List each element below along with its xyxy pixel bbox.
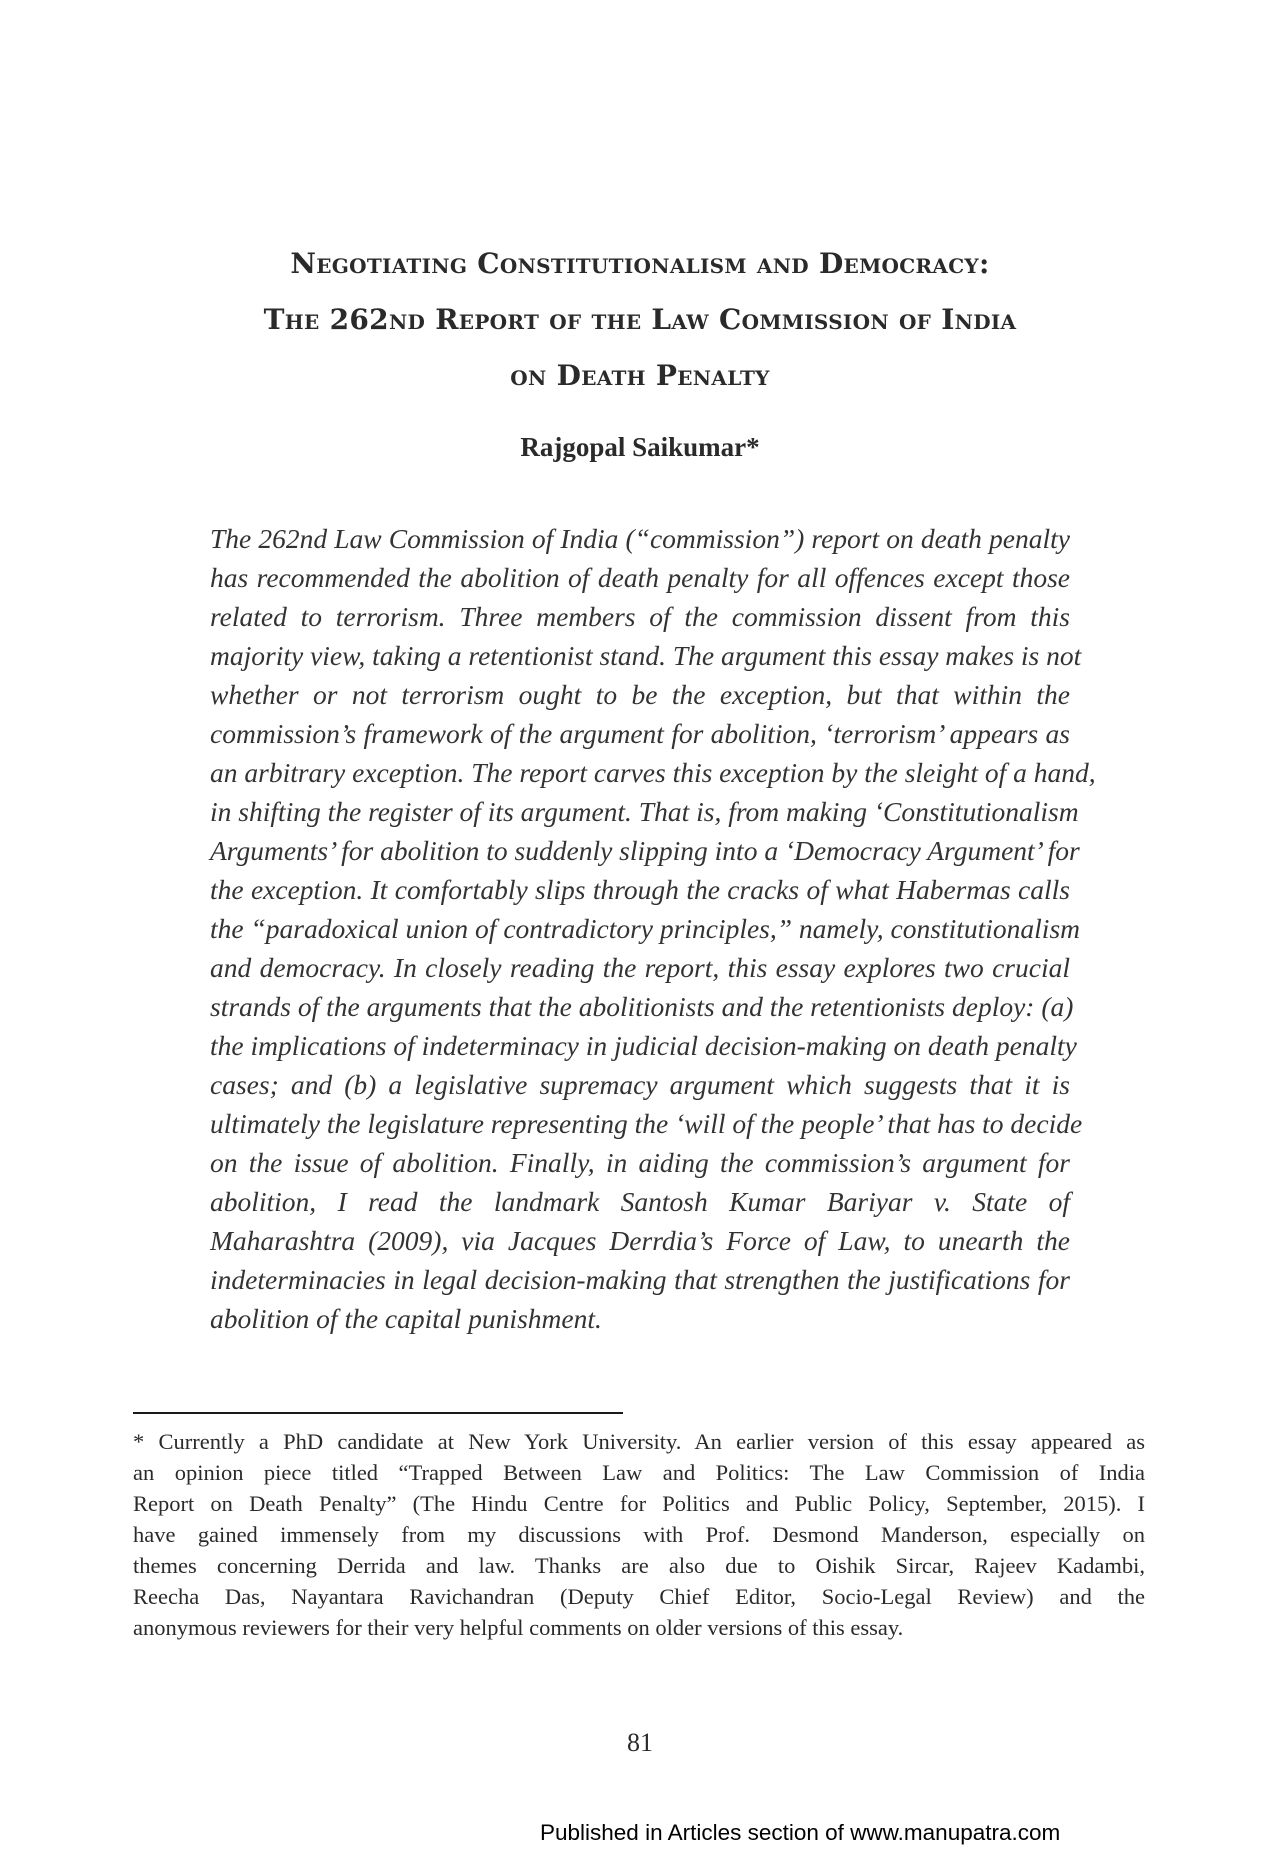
footnote-divider xyxy=(133,1412,623,1414)
abstract-line: the “paradoxical union of contradictory principles,” namely, constitutionalism xyxy=(210,913,1081,944)
footnote-line: themes concerning Derrida and law. Thanks are also due to Oishik Sircar, Rajeev Kadambi, xyxy=(133,1553,1145,1578)
abstract xyxy=(210,519,1096,1338)
title-line: Negotiating Constitutionalism and Democracy: xyxy=(290,247,990,280)
abstract-line: abolition, I read the landmark Santosh Kumar Bariyar v. State of xyxy=(210,1186,1070,1217)
abstract-line: Arguments’ for abolition to suddenly slipping into a ‘Democracy Argument’ for xyxy=(210,835,1080,866)
title-line: The 262nd Report of the Law Commission of India xyxy=(263,303,1017,336)
footnote-line: anonymous reviewers for their very helpful comments on older versions of this essay. xyxy=(133,1615,904,1640)
article-title xyxy=(120,236,1160,404)
abstract-line: abolition of the capital punishment. xyxy=(210,1303,602,1334)
footnote-line: have gained immensely from my discussions with Prof. Desmond Manderson, especially on xyxy=(133,1522,1145,1547)
footnote-line: an opinion piece titled “Trapped Between Law and Politics: The Law Commission of India xyxy=(133,1460,1145,1485)
footnote-line: * Currently a PhD candidate at New York University. An earlier version of this essay appeared as xyxy=(133,1429,1145,1454)
abstract-line: has recommended the abolition of death penalty for all offences except those xyxy=(210,562,1070,593)
publisher-watermark: Published in Articles section of www.manupatra.com xyxy=(540,1820,1061,1845)
title-line: on Death Penalty xyxy=(510,359,770,392)
abstract-line: an arbitrary exception. The report carves this exception by the sleight of a hand, xyxy=(210,757,1096,788)
abstract-line: cases; and (b) a legislative supremacy argument which suggests that it is xyxy=(210,1069,1070,1100)
abstract-line: and democracy. In closely reading the report, this essay explores two crucial xyxy=(210,952,1070,983)
footnote-line: Reecha Das, Nayantara Ravichandran (Deputy Chief Editor, Socio-Legal Review) and the xyxy=(133,1584,1145,1609)
author-name: Rajgopal Saikumar* xyxy=(520,432,760,462)
abstract-line: ultimately the legislature representing the ‘will of the people’ that has to decide xyxy=(210,1108,1083,1139)
abstract-line: indeterminacies in legal decision-making that strengthen the justifications for xyxy=(210,1264,1070,1295)
abstract-line: Maharashtra (2009), via Jacques Derrdia’s Force of Law, to unearth the xyxy=(210,1225,1070,1256)
abstract-line: the implications of indeterminacy in judicial decision-making on death penalty xyxy=(210,1030,1077,1061)
footnote xyxy=(133,1426,1145,1643)
footnote-line: Report on Death Penalty” (The Hindu Centre for Politics and Public Policy, September, 2015). I xyxy=(133,1491,1145,1516)
abstract-line: The 262nd Law Commission of India (“commission”) report on death penalty xyxy=(210,523,1070,554)
abstract-line: related to terrorism. Three members of the commission dissent from this xyxy=(210,601,1070,632)
page-number: 81 xyxy=(627,1728,653,1757)
abstract-line: in shifting the register of its argument. That is, from making ‘Constitutionalism xyxy=(210,796,1079,827)
abstract-line: strands of the arguments that the abolitionists and the retentionists deploy: (a) xyxy=(210,991,1074,1022)
abstract-line: whether or not terrorism ought to be the exception, but that within the xyxy=(210,679,1070,710)
abstract-line: majority view, taking a retentionist stand. The argument this essay makes is not xyxy=(210,640,1082,671)
abstract-line: on the issue of abolition. Finally, in aiding the commission’s argument for xyxy=(210,1147,1070,1178)
abstract-line: the exception. It comfortably slips through the cracks of what Habermas calls xyxy=(210,874,1070,905)
abstract-line: commission’s framework of the argument for abolition, ‘terrorism’ appears as xyxy=(210,718,1070,749)
